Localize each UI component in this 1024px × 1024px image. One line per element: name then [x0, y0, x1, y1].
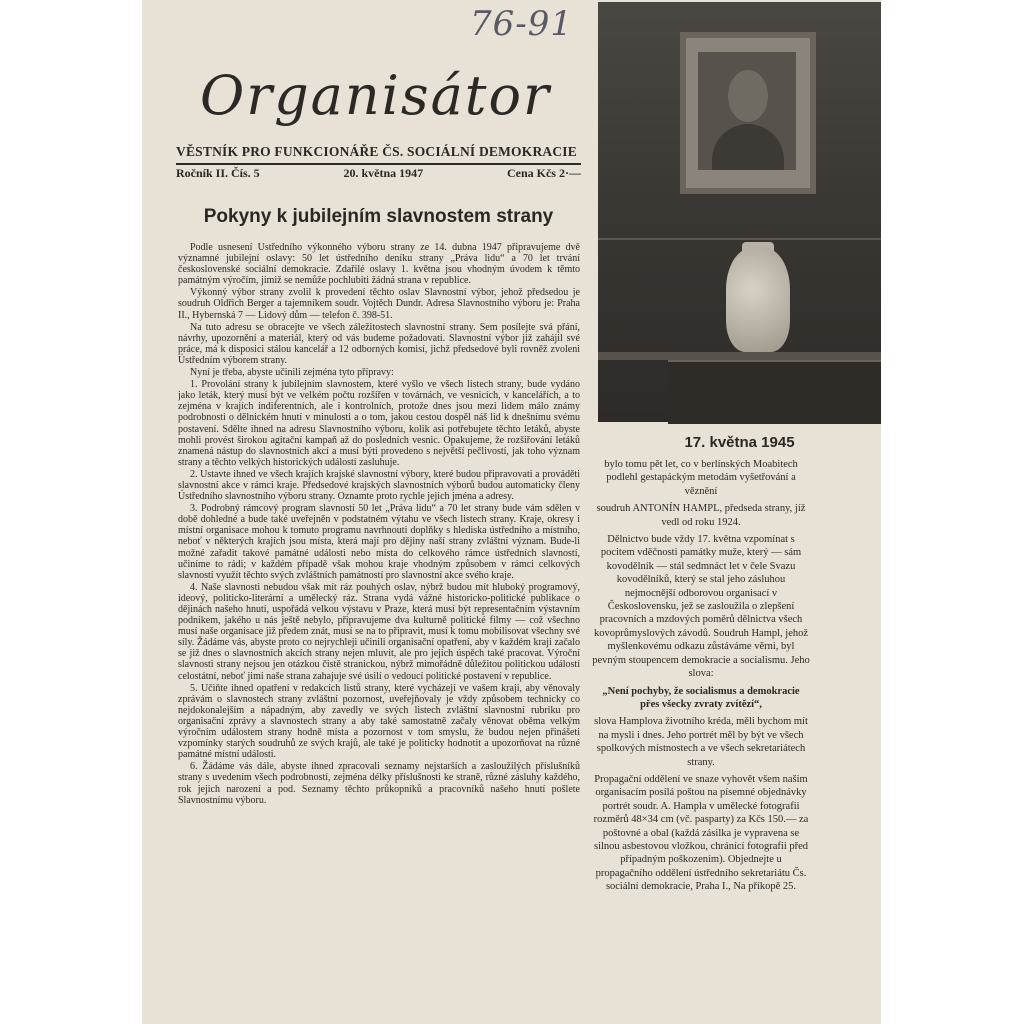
article-paragraph: 1. Provolání strany k jubilejním slavnostem, které vyšlo ve všech listech strany, bude vydáno jako leták, který musí být ve velkém počtu rozšířen v továrnách, ve vesnicích, v kancelářích, a to zejména v krajích indiferentních, ale i kontrolních, protože dnes jsou mezi lidem málo známy podrobnosti o dělnickém hnutí v minulosti a o tom, jakou cestou dospěl náš lid k dnešnímu svému postavení. Sdělte ihned na adresu Slavnostního výboru, kolik asi potřebujete těchto letáků, abyste mohli provést širokou agitační kampaň až do posledních vesnic. Opakujeme, že rozšiřování letáků znamená nástup do slavnostních akcí a musí býti provedeno s největší pečlivostí, jak toho význam strany a těchto velkých historických událostí zasluhuje. [178, 379, 580, 468]
article-body [178, 242, 580, 962]
sidebar-quote: „Není pochyby, že socialismus a demokracie přes všecky zvraty zvítězí“, [602, 685, 800, 710]
sidebar-text [592, 458, 810, 978]
sidebar-paragraph: soudruh ANTONÍN HAMPL, předseda strany, jíž vedl od roku 1924. [596, 503, 806, 528]
masthead-rule [176, 163, 581, 165]
article-paragraph: 5. Učiňte ihned opatření v redakcích listů strany, které vycházejí ve vašem kraji, aby věnovaly zprávám o slavnostech strany zvláštní pozornost, uveřejňovaly je vždy způsobem technicky co nejdokonalejším a nápadným, aby zavedly ve svých listech zvláštní slavnostní rubriku pro organisační zprávy a slavnostech strany a aby také samostatně začaly věnovat oběma velkým výročním událostem strany hodně místa a pozornost v tom smyslu, že budou nejen přinášeti vzpomínky starých soudruhů ze svých krajů, ale také je politicky hodnotit a upozorňovat na různé památné místní události. [178, 682, 580, 761]
masthead-subtitle: VĚSTNÍK PRO FUNKCIONÁŘE ČS. SOCIÁLNÍ DEMOKRACIE [176, 144, 577, 159]
article-paragraph: Nyní je třeba, abyste učinili zejména tyto přípravy: [190, 367, 394, 379]
table-front [668, 360, 881, 424]
sidebar-paragraph: bylo tomu pět let, co v berlínských Moabitech podlehl gestapáckým metodám vyšetřování a věznění [604, 459, 798, 497]
portrait-head [728, 70, 768, 122]
article-paragraph: 2. Ustavte ihned ve všech krajích krajské slavnostní výbory, které budou připravovati a prováděti slavnostní akce v rámci kraje. Předsedové krajských slavnostních výborů budou automaticky členy Ústředního slavnostního výboru strany. Oznamte proto rychle jejich jména a adresy. [178, 468, 580, 503]
sidebar-heading: 17. května 1945 [684, 434, 795, 451]
issue-price: Cena Kčs 2·— [506, 166, 581, 180]
article-paragraph: Na tuto adresu se obracejte ve všech záležitostech slavnostní strany. Sem posílejte svá přání, návrhy, upozornění a materiál, který od vás budeme požadovati. Slavnostní výbor již zahájil své práce, má k disposici stálou kancelář a 12 odborných komisí, jichž předsedové byli rovněž zvoleni Ústředním výborem strany. [178, 321, 580, 366]
handwritten-note: 76-91 [470, 4, 574, 44]
article-paragraph: Výkonný výbor strany zvolil k provedení těchto oslav Slavnostní výbor, jehož předsedou je soudruh Oldřich Berger a tajemníkem soudr. Vojtěch Dundr. Adresa Slavnostního výboru je: Praha II., Hybernská 7 — Lidový dům — telefon č. 398-51. [178, 287, 580, 321]
memorial-photo [598, 2, 881, 422]
flower-vase [726, 248, 790, 352]
table-top [598, 352, 881, 360]
article-paragraph: 4. Naše slavnosti nebudou však mít ráz pouhých oslav, nýbrž budou mít hluboký programový, ideový, politicko-literární a umělecký ráz. Strana vydá vážné historicko-politické publikace o dějinách našeho hnutí, uspořádá velkou výstavu v Praze, která musí být representačním výstavním podnikem, jakého u nás ještě nebylo, připravujeme dva kulturně politické filmy — což všechno musí naše organisace již předem znát, musí se na to připravit, musí k tomu mobilisovat všechny své síly. Žádáme vás, abyste proto co nejrychleji učinili organisační opatření, aby v každém kraji začalo se již dnes o slavnostních akcích strany nejen mluvit, ale pro jejich úspěch také pracovat. Výroční slavnosti strany nejsou jen otázkou čistě stranickou, nýbrž mimořádně důležitou politickou událostí celostátní, neboť jimi naše strana zahajuje své úsilí o vedoucí politické postavení v republice. [178, 581, 580, 682]
sidebar-paragraph: Dělnictvo bude vždy 17. května vzpomínat s pocitem vděčnosti památky muže, který — sám kovodělník — stál sedmnáct let v čele Svazu kovodělníků, který se stal jeho zásluhou nejmocnější odborovou organisací v Československu, jež se zasloužila o zlepšení pracovních a mzdových poměrů dělnictva všech kovoprůmyslových závodů. Soudruh Hampl, jehož myšlenkovému odkazu zůstáváme věrni, byl pevným stoupencem demokracie a socialismu. Jeho slova: [592, 534, 810, 680]
sidebar-paragraph: slova Hamplova životního kréda, měli bychom mít na mysli i dnes. Jeho portrét měl by být ve všech spolkových místnostech a ve všech sekretariátech strany. [594, 716, 808, 768]
issue-date: 20. května 1947 [343, 166, 424, 180]
article-paragraph: 3. Podrobný rámcový program slavností 50 let „Práva lidu“ a 70 let strany bude vám sdělen v době dohledné a bude také uveřejněn v podstatném výtahu ve všech listech strany. Kraje, okresy i místní organisace mohou k tomuto programu navrhnouti doplňky s hlediska ústředního a místního, neboť v některých krajích jsou místa, která mají pro dějiny naší strany zvláštní význam. Bude-li možné zařadit takové památné události nebo místa do celkového rámce ústředních slavností, učiníme to rádi; v každém případě však mohou kraje vhodným způsobem v rámci celkových slavností využít těchto svých zvláštních památností pro slavnostní akce svého kraje. [178, 503, 580, 581]
masthead-title: Organisátor [200, 64, 551, 127]
sidebar-paragraph: Propagační oddělení ve snaze vyhovět všem našim organisacím posílá poštou na písemné objednávky portrét soudr. A. Hampla v umělecké fotografii rozměrů 48×34 cm (vč. pasparty) za Kčs 150.— za poštovné a obal (každá zásilka je vypravena se silnou asbestovou vložkou, chránící fotografii před případným poškozením). Objednejte u propagačního oddělení ústředního sekretariátu Čs. sociální demokracie, Praha I., Na příkopě 25. [593, 773, 809, 893]
wall-molding [598, 238, 881, 240]
portrait-frame [680, 32, 816, 194]
issue-volume: Ročník II. Čís. 5 [176, 166, 260, 180]
portrait-image [698, 52, 796, 170]
newspaper-page [142, 0, 881, 1024]
issue-line [176, 166, 581, 181]
article-paragraph: 6. Žádáme vás dále, abyste ihned zpracovali seznamy nejstarších a zasloužilých příslušníků strany s uvedením všech podrobností, zejména délky příslušnosti ke straně, různé zásluhy každého, rok jejich narození a pod. Seznamy těchto průkopníků a pracovníků našeho hnutí pošlete Slavnostnímu výboru. [178, 761, 580, 806]
article-headline: Pokyny k jubilejním slavnostem strany [203, 206, 554, 227]
article-paragraph: Podle usnesení Ústředního výkonného výboru strany ze 14. dubna 1947 připravujeme dvě významné jubilejní oslavy: 50 let ústředního deníku strany „Práva lidu“ a 70 let trvání československé sociální demokracie. Zdařilé oslavy 1. května jsou vhodným úvodem k těmto památným výročím, jimiž se nemůže pochlubiti žádná strana v republice. [178, 242, 580, 287]
portrait-shoulders [712, 124, 784, 170]
